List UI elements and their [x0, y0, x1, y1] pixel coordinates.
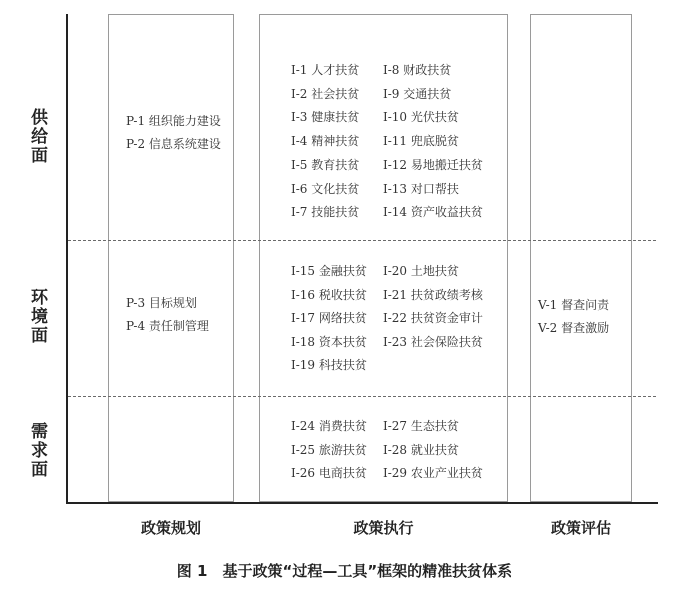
list-item: I-10 光伏扶贫: [383, 110, 459, 125]
column-label-execution: 政策执行: [353, 519, 414, 537]
list-item: I-6 文化扶贫: [291, 181, 360, 196]
list-item: I-27 生态扶贫: [383, 419, 459, 433]
list-item: I-22 扶贫资金审计: [383, 311, 483, 325]
figure-caption: 图 1 基于政策“过程—工具”框架的精准扶贫体系: [176, 562, 513, 580]
list-item: I-14 资产收益扶贫: [383, 205, 483, 220]
list-item: I-5 教育扶贫: [291, 157, 360, 172]
list-item: I-2 社会扶贫: [291, 86, 360, 101]
list-item: I-28 就业扶贫: [383, 442, 459, 457]
column-box-evaluation: [530, 14, 632, 502]
list-item: I-25 旅游扶贫: [291, 442, 367, 457]
list-item: I-4 精神扶贫: [291, 134, 360, 149]
row-label-environment: 环境面: [27, 288, 47, 345]
row-divider-1: [68, 240, 656, 241]
list-item: V-1 督查问责: [538, 298, 610, 312]
list-item: I-21 扶贫政绩考核: [383, 287, 483, 302]
list-item: I-24 消费扶贫: [291, 419, 367, 433]
list-item: V-2 督查激励: [538, 321, 610, 335]
column-label-planning: 政策规划: [140, 519, 201, 537]
column-box-planning: [108, 14, 234, 502]
list-item: I-13 对口帮扶: [383, 181, 459, 196]
list-item: I-15 金融扶贫: [291, 264, 367, 278]
list-item: P-4 责任制管理: [126, 319, 209, 333]
list-item: I-23 社会保险扶贫: [383, 334, 483, 349]
list-item: I-17 网络扶贫: [291, 311, 367, 325]
list-item: P-1 组织能力建设: [126, 114, 221, 128]
list-item: I-18 资本扶贫: [291, 334, 367, 349]
list-item: I-19 科技扶贫: [291, 358, 367, 372]
list-item: I-11 兜底脱贫: [383, 134, 459, 149]
list-item: I-3 健康扶贫: [291, 110, 360, 125]
list-item: I-9 交通扶贫: [383, 86, 452, 101]
row-divider-2: [68, 396, 656, 397]
list-item: P-3 目标规划: [126, 296, 197, 310]
list-item: I-20 土地扶贫: [383, 264, 459, 278]
row-label-supply: 供给面: [27, 108, 47, 165]
list-item: I-8 财政扶贫: [383, 63, 452, 77]
list-item: I-26 电商扶贫: [291, 466, 367, 480]
list-item: I-12 易地搬迁扶贫: [383, 157, 483, 172]
list-item: I-7 技能扶贫: [291, 205, 360, 220]
y-axis-line: [66, 14, 68, 504]
row-label-demand: 需求面: [27, 422, 47, 479]
x-axis-line: [66, 502, 658, 504]
list-item: I-1 人才扶贫: [291, 63, 360, 77]
list-item: I-29 农业产业扶贫: [383, 466, 483, 480]
column-label-evaluation: 政策评估: [550, 519, 611, 537]
list-item: P-2 信息系统建设: [126, 137, 221, 151]
list-item: I-16 税收扶贫: [291, 287, 367, 302]
